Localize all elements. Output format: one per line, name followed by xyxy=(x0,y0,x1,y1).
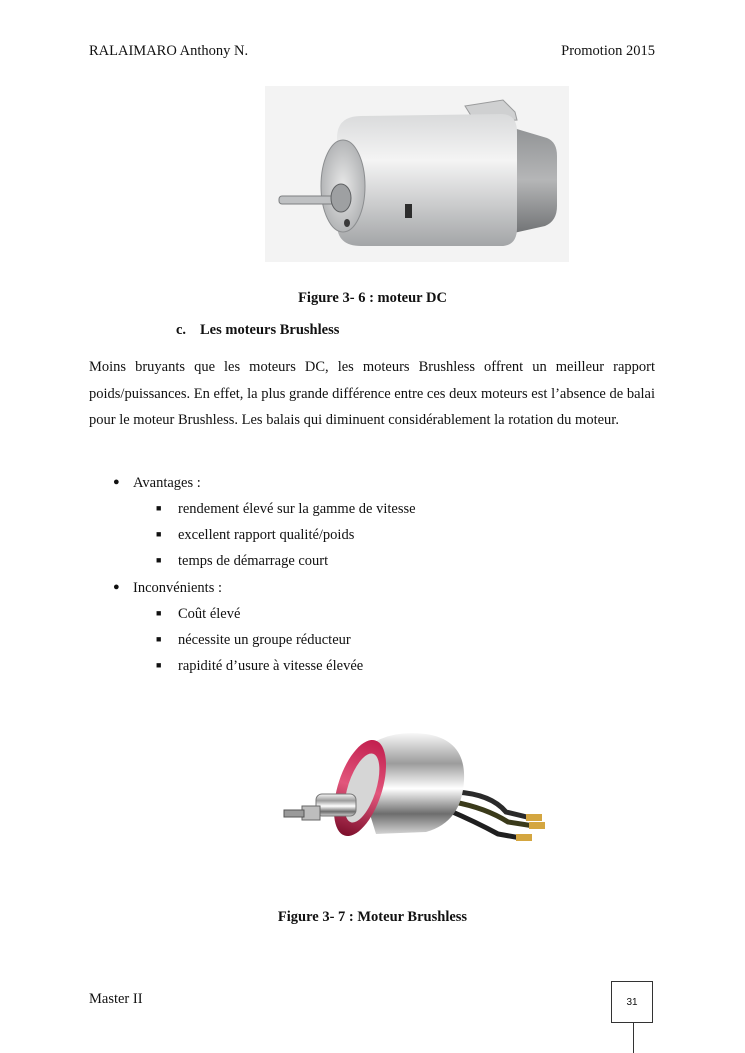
advantages-label: Avantages : xyxy=(133,475,201,491)
page-number: 31 xyxy=(626,996,638,1008)
square-bullet-icon: ■ xyxy=(156,529,162,539)
list-item-advantages xyxy=(113,475,201,492)
square-bullet-icon: ■ xyxy=(156,555,162,565)
page-number-line xyxy=(633,1023,634,1053)
square-bullet-icon: ■ xyxy=(156,660,162,670)
brushless-motor-image xyxy=(276,722,548,870)
square-bullet-icon: ■ xyxy=(156,608,162,618)
section-title: Les moteurs Brushless xyxy=(200,322,340,338)
square-bullet-icon: ■ xyxy=(156,503,162,513)
header-promotion: Promotion 2015 xyxy=(561,43,655,59)
header-author: RALAIMARO Anthony N. xyxy=(89,43,249,59)
list-item-disadvantages xyxy=(113,580,222,597)
list-item: ■ rapidité d’usure à vitesse élevée xyxy=(156,658,364,674)
body-paragraph: Moins bruyants que les moteurs DC, les moteurs Brushless offrent un meilleur rapport poids/puissances. En effet, la plus grande différence entre ces deux moteurs est l’absence de balai pour le moteur Brushless. Les balais qui diminuent considérablement la rotation du moteur. xyxy=(89,359,655,428)
section-number: c. xyxy=(176,322,187,338)
figure-caption-brushless-motor: Figure 3- 7 : Moteur Brushless xyxy=(277,909,468,925)
list-item: ■ temps de démarrage court xyxy=(156,553,329,569)
footer-degree: Master II xyxy=(89,991,143,1007)
dc-motor-image xyxy=(265,86,569,262)
list-item: ■ Coût élevé xyxy=(156,606,241,622)
disadvantages-label: Inconvénients : xyxy=(133,580,222,596)
bullet-icon: ● xyxy=(113,581,120,593)
page-number-box xyxy=(611,981,653,1023)
section-heading xyxy=(176,322,339,339)
list-item: ■ rendement élevé sur la gamme de vitesse xyxy=(156,501,416,517)
list-item: ■ nécessite un groupe réducteur xyxy=(156,632,351,648)
list-item: ■ excellent rapport qualité/poids xyxy=(156,527,355,543)
square-bullet-icon: ■ xyxy=(156,634,162,644)
figure-caption-dc-motor: Figure 3- 6 : moteur DC xyxy=(298,290,447,306)
bullet-icon: ● xyxy=(113,476,120,488)
